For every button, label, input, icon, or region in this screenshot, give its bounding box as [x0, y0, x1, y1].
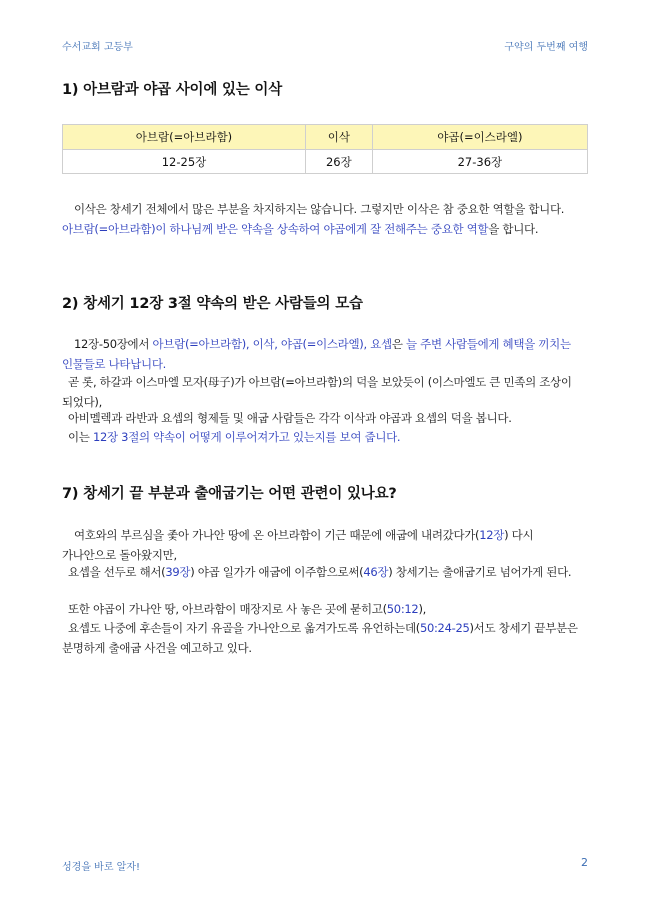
para-highlight: 늘 주변 사람들에게 혜택을 끼치는 인물들로 나타납니다.: [62, 337, 571, 371]
footer-slogan: 성경을 바로 알자!: [62, 862, 140, 873]
para-text: ) 야곱 일가가 애굽에 이주함으로써(: [190, 565, 364, 579]
para-highlight: 50:24-25: [419, 621, 470, 635]
para-text: 여호와의 부르심을 좇아 가나안 땅에 온 아브라함이 기근 때문에 애굽에 내려갔다가(: [74, 528, 480, 542]
para-highlight: 아브람(=아브라함)이 하나님께 받은 약속을 상속하여 야곱에게 잘 전해주는 중요한 역할: [62, 222, 489, 236]
para-text: 아비멜렉과 라반과 요셉의 형제들 및 애굽 사람들은 각각 이삭과 야곱과 요셉의 덕을 봅니다.: [68, 411, 512, 425]
section-3-heading: 7) 창세기 끝 부분과 출애굽기는 어떤 관련이 있나요?: [62, 486, 397, 502]
table-cell: 27-36장: [372, 150, 587, 174]
timeline-table: [62, 124, 588, 174]
para-highlight: 50:12: [386, 602, 419, 616]
para-text: 요셉도 나중에 후손들이 자기 유골을 가나안으로 옮겨가도록 유언하는데(: [68, 621, 420, 635]
header-left-church-name: 수서교회 고등부: [62, 42, 133, 53]
para-text: 이는: [68, 430, 93, 444]
section-3-line-4: [62, 618, 588, 658]
table-header-row: [63, 125, 588, 150]
para-highlight: 46장: [363, 565, 389, 579]
section-2-line-1: [62, 334, 588, 374]
table-header-cell: 이삭: [305, 125, 372, 150]
header-right-book-title: 구약의 두번째 여행: [504, 42, 588, 53]
table-header-cell: 아브람(=아브라함): [63, 125, 306, 150]
section-3-line-2: [62, 562, 588, 582]
para-highlight: 12장 3절의 약속이 어떻게 이루어져가고 있는지를 보여 줍니다.: [92, 430, 401, 444]
section-1-paragraph: [62, 199, 588, 239]
para-text: 12장-50장에서: [74, 337, 153, 351]
section-3-line-1: [62, 525, 588, 565]
section-3-line-3: [62, 599, 588, 619]
para-highlight: 39장: [165, 565, 191, 579]
para-text: 곧 롯, 하갈과 이스마엘 모자(母子)가 아브람(=아브라함)의 덕을 보았듯이 (이스마엘도 큰 민족의 조상이 되었다),: [62, 375, 572, 409]
para-text: )서도 창세기 끝부분은 분명하게 출애굽 사건을 예고하고 있다.: [62, 621, 578, 655]
para-text: 요셉을 선두로 해서(: [68, 565, 166, 579]
para-text: 을 합니다.: [488, 222, 539, 236]
para-text: 은: [391, 337, 406, 351]
para-text: ) 다시 가나안으로 돌아왔지만,: [62, 528, 534, 562]
table-header-cell: 야곱(=이스라엘): [372, 125, 587, 150]
table-cell: 26장: [305, 150, 372, 174]
table-row: [63, 150, 588, 174]
para-text: ),: [418, 602, 426, 616]
para-text: 이삭은 창세기 전체에서 많은 부분을 차지하지는 않습니다. 그렇지만 이삭은 참 중요한 역할을 합니다.: [74, 202, 565, 216]
section-2-line-2: [62, 372, 588, 412]
section-2-line-4: [62, 427, 588, 447]
section-2-heading: 2) 창세기 12장 3절 약속의 받은 사람들의 모습: [62, 296, 363, 312]
section-2-line-3: [62, 408, 588, 428]
para-text: ) 창세기는 출애굽기로 넘어가게 된다.: [388, 565, 572, 579]
para-highlight: 12장: [479, 528, 505, 542]
para-highlight: 아브람(=아브라함), 이삭, 야곱(=이스라엘), 요셉: [152, 337, 392, 351]
section-1-heading: 1) 아브람과 야곱 사이에 있는 이삭: [62, 82, 283, 98]
table-cell: 12-25장: [63, 150, 306, 174]
para-text: 또한 야곱이 가나안 땅, 아브라함이 매장지로 사 놓은 곳에 묻히고(: [68, 602, 387, 616]
page-number: 2: [581, 856, 588, 869]
